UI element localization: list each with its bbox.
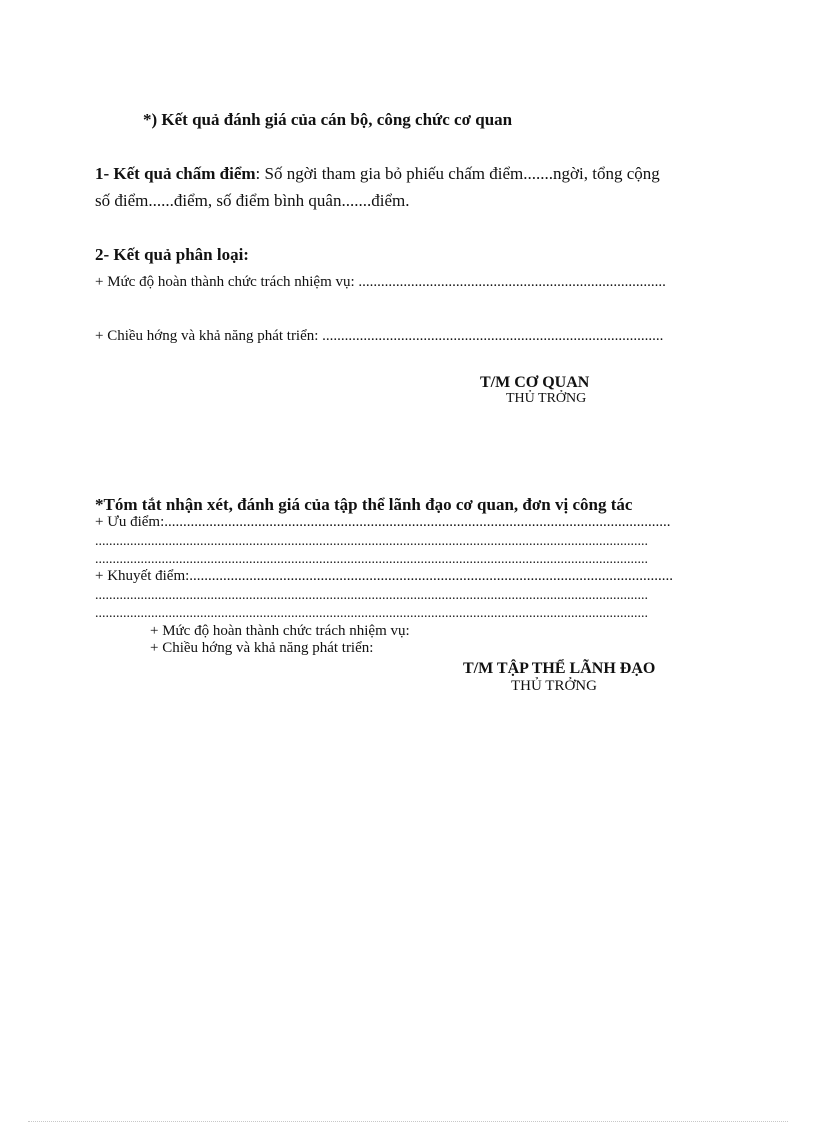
- section1-title: *) Kết quả đánh giá của cán bộ, công chức cơ quan: [143, 110, 513, 129]
- agency-sign-role: THỦ TRỞNG: [506, 391, 587, 406]
- score-result-label: 1- Kết quả chấm điểm: [95, 164, 256, 183]
- leadership-sign-title: T/M TẬP THỂ LÃNH ĐẠO: [463, 660, 656, 677]
- score-result-text-b: số điểm......điểm, số điểm bình quân.......điểm.: [95, 191, 410, 210]
- development-direction-line: + Chiều hớng và khả năng phát triển: ...........................................................................................: [95, 328, 664, 344]
- advantages-dots-2: ..............................................................................................................................................................: [95, 552, 648, 567]
- classification-label: 2- Kết quả phân loại:: [95, 245, 249, 264]
- section2-title: *Tóm tắt nhận xét, đánh giá của tập thể lãnh đạo cơ quan, đơn vị công tác: [95, 495, 633, 514]
- score-result-line: [95, 164, 660, 184]
- score-result-text-a: : Số ngời tham gia bỏ phiếu chấm điểm.......ngời, tổng cộng: [255, 164, 660, 183]
- weaknesses-line: + Khuyết điểm:.................................................................................................................................: [95, 568, 674, 584]
- weaknesses-dots-1: ..............................................................................................................................................................: [95, 588, 648, 603]
- leadership-direction-line: + Chiều hớng và khả năng phát triển:: [150, 640, 374, 656]
- leadership-completion-line: + Mức độ hoàn thành chức trách nhiệm vụ:: [150, 623, 410, 639]
- advantages-dots-1: ..............................................................................................................................................................: [95, 534, 648, 549]
- agency-sign-title: T/M CƠ QUAN: [480, 374, 590, 391]
- weaknesses-dots-2: ..............................................................................................................................................................: [95, 606, 648, 621]
- leadership-sign-role: THỦ TRỞNG: [511, 678, 597, 694]
- page-bottom-rule: [28, 1121, 788, 1122]
- completion-level-line: + Mức độ hoàn thành chức trách nhiệm vụ: ..................................................................................: [95, 274, 666, 290]
- advantages-line: + Ưu điểm:.......................................................................................................................................: [95, 514, 671, 530]
